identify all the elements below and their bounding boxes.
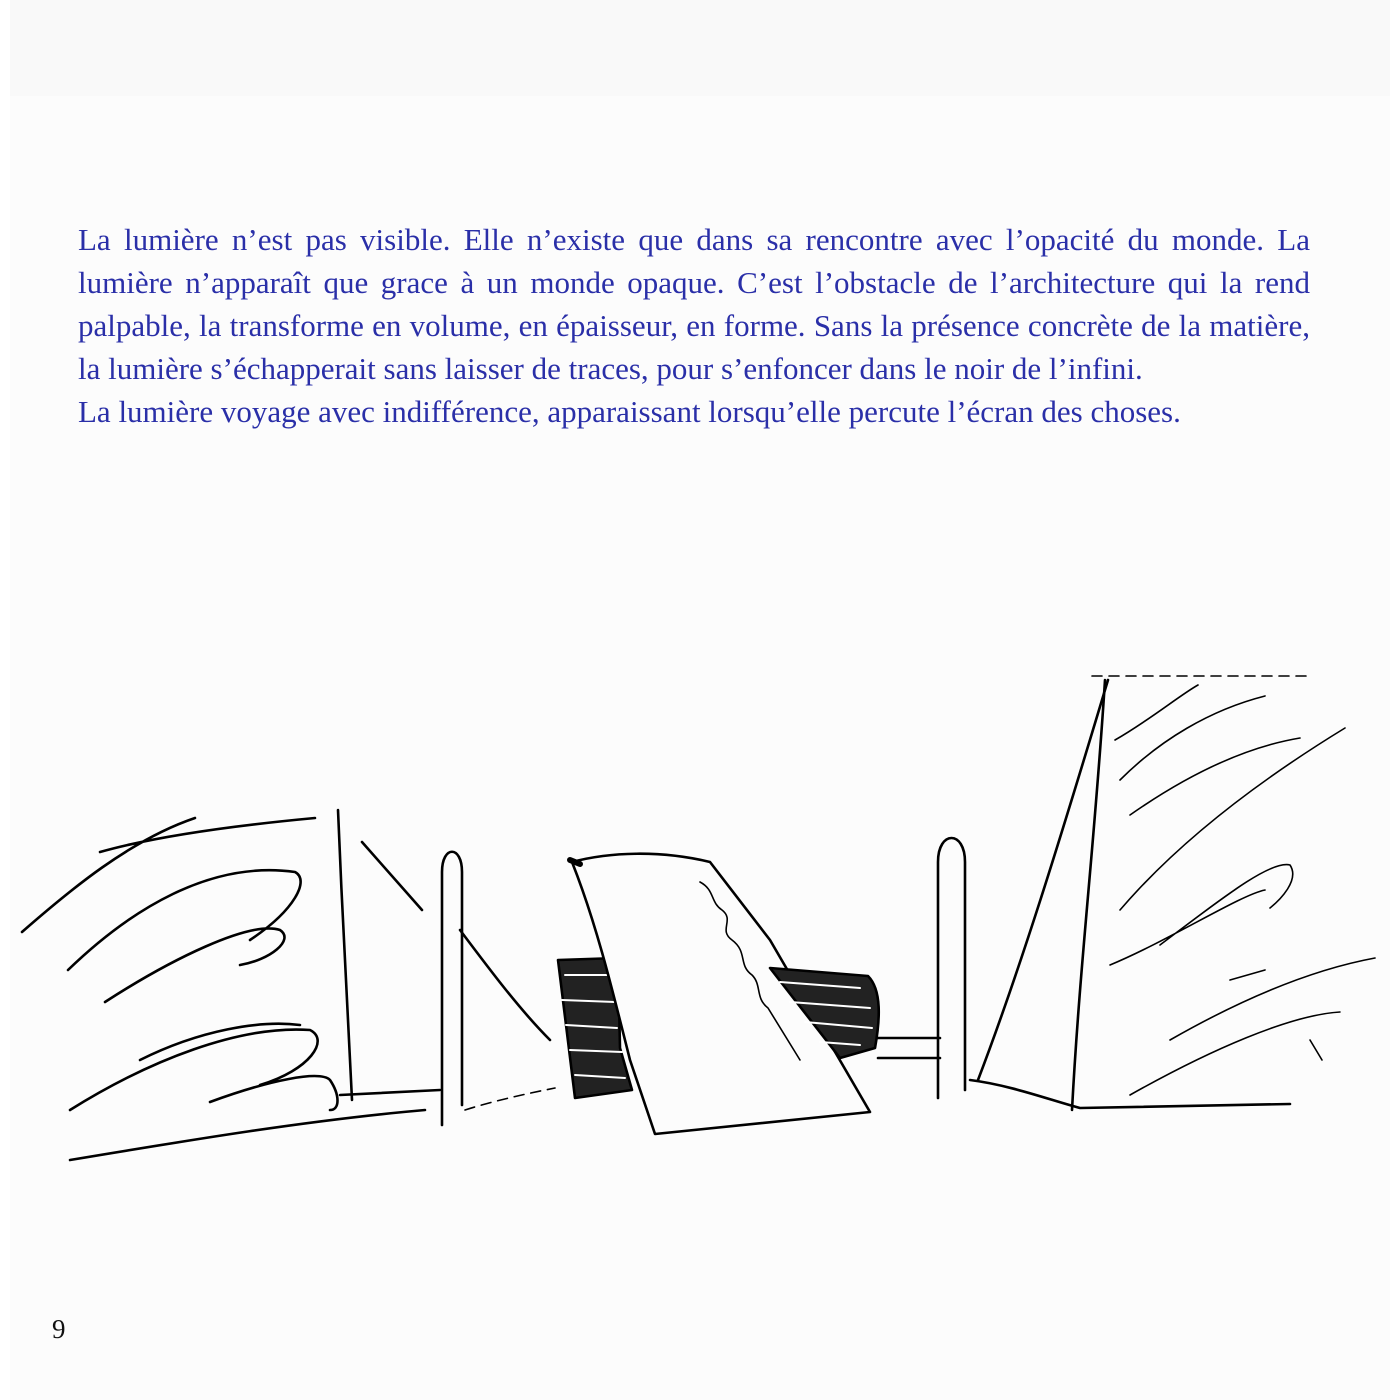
right-wall-hatch xyxy=(1110,685,1375,1095)
left-diagonal xyxy=(362,842,422,910)
right-connector xyxy=(878,1038,940,1058)
baseline xyxy=(340,1090,440,1095)
left-ground xyxy=(465,1088,555,1110)
right-pillar xyxy=(938,838,965,1098)
page-number: 9 xyxy=(52,1314,66,1344)
paragraph-light-travels: La lumière voyage avec indifférence, apparaissant lorsqu’elle percute l’écran des choses. xyxy=(78,394,1181,429)
paragraph-light-opacity: La lumière n’est pas visible. Elle n’existe que dans sa rencontre avec l’opacité du monde. La lumière n’apparaît que grace à un monde opaque. C’est l’obstacle de l’architecture qui la rend palpable, la transforme en volume, en épaisseur, en forme. Sans la présence concrète de la matière, la lumière s’échapperait sans laisser de traces, pour s’enfoncer dans le noir de l’infini. xyxy=(78,222,1310,386)
page-header-band xyxy=(10,0,1390,96)
left-pillar-shadow xyxy=(460,930,550,1040)
book-page xyxy=(10,0,1390,1400)
left-pillar xyxy=(442,852,462,1125)
left-post xyxy=(338,810,352,1100)
body-text xyxy=(78,218,1310,433)
left-wall-hatch xyxy=(22,818,425,1160)
right-ground xyxy=(970,1080,1290,1108)
architectural-sketch xyxy=(10,640,1390,1200)
